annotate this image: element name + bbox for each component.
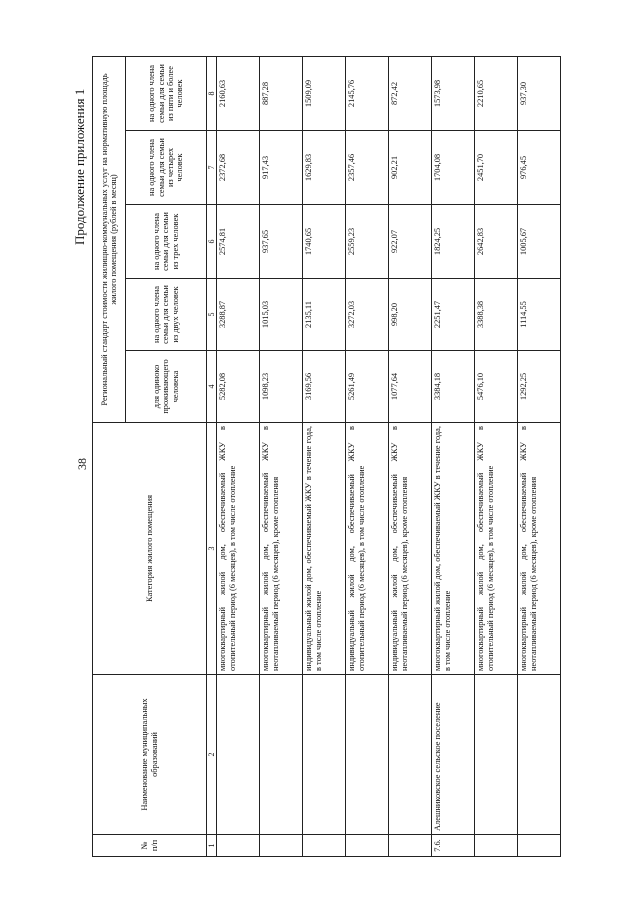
- table-row: [260, 57, 303, 857]
- row-number: [389, 835, 432, 857]
- housing-cost-standard-table: [92, 56, 561, 857]
- row-number: [475, 835, 518, 857]
- column-number: 4: [207, 351, 217, 423]
- cost-family-three: 2574,81: [217, 205, 260, 279]
- table-row: [475, 57, 518, 857]
- cost-single: 1098,23: [260, 351, 303, 423]
- cost-family-two: 3272,03: [346, 279, 389, 351]
- cost-family-five-plus: 1509,09: [303, 57, 346, 131]
- cost-family-two: 998,20: [389, 279, 432, 351]
- cost-family-four: 2451,70: [475, 131, 518, 205]
- cost-family-three: 922,07: [389, 205, 432, 279]
- cost-family-five-plus: 937,30: [518, 57, 561, 131]
- cost-family-five-plus: 2145,76: [346, 57, 389, 131]
- cost-family-three: 2642,83: [475, 205, 518, 279]
- header-number: № п/п: [93, 835, 207, 857]
- table-row: [303, 57, 346, 857]
- municipality-name: [518, 675, 561, 835]
- housing-category: индивидуальный жилой дом, обеспечиваемый ЖКУ в неотапливаемый период (6 месяцев), кроме отопления: [389, 423, 432, 675]
- cost-family-three: 937,65: [260, 205, 303, 279]
- cost-single: 3169,56: [303, 351, 346, 423]
- cost-family-two: 1015,03: [260, 279, 303, 351]
- housing-category: многоквартирный жилой дом, обеспечиваемый ЖКУ в неотапливаемый период (6 месяцев), кроме отопления: [260, 423, 303, 675]
- cost-single: 5261,49: [346, 351, 389, 423]
- cost-family-four: 902,21: [389, 131, 432, 205]
- row-number: [346, 835, 389, 857]
- cost-family-four: 2357,46: [346, 131, 389, 205]
- municipality-name: [389, 675, 432, 835]
- cost-family-five-plus: 2160,63: [217, 57, 260, 131]
- table-row: [432, 57, 475, 857]
- cost-family-two: 1114,55: [518, 279, 561, 351]
- header-group-five: на одного члена семьи для семьи из пяти и более человек: [126, 57, 207, 131]
- municipality-name: [260, 675, 303, 835]
- cost-family-three: 1005,67: [518, 205, 561, 279]
- cost-family-two: 3388,38: [475, 279, 518, 351]
- cost-family-five-plus: 887,28: [260, 57, 303, 131]
- cost-single: 1292,25: [518, 351, 561, 423]
- cost-family-two: 2251,47: [432, 279, 475, 351]
- cost-single: 5282,08: [217, 351, 260, 423]
- row-number: [260, 835, 303, 857]
- column-number: 7: [207, 131, 217, 205]
- municipality-name: Алешниковское сельское поселение: [432, 675, 475, 835]
- header-group-single: для одиноко проживающего человека: [126, 351, 207, 423]
- column-number: 5: [207, 279, 217, 351]
- housing-category: индивидуальный жилой дом, обеспечиваемый ЖКУ в отопительный период (6 месяцев), в том числе отопление: [346, 423, 389, 675]
- column-number: 8: [207, 57, 217, 131]
- cost-family-three: 1824,25: [432, 205, 475, 279]
- housing-category: индивидуальный жилой дом, обеспечиваемый ЖКУ в течение года, в том числе отопление: [303, 423, 346, 675]
- column-number: 3: [207, 423, 217, 675]
- header-municipality: Наименование муниципальных образований: [93, 675, 207, 835]
- column-number: 6: [207, 205, 217, 279]
- cost-family-four: 976,45: [518, 131, 561, 205]
- cost-single: 3384,18: [432, 351, 475, 423]
- cost-family-three: 2559,23: [346, 205, 389, 279]
- housing-category: многоквартирный жилой дом, обеспечиваемый ЖКУ в неотапливаемый период (6 месяцев), кроме отопления: [518, 423, 561, 675]
- cost-family-two: 3288,87: [217, 279, 260, 351]
- table-row: [217, 57, 260, 857]
- row-number: 7.6.: [432, 835, 475, 857]
- housing-category: многоквартирный жилой дом, обеспечиваемый ЖКУ в отопительный период (6 месяцев), в том числе отопление: [217, 423, 260, 675]
- appendix-continuation-note: Продолжение приложения 1: [72, 88, 87, 245]
- municipality-name: [346, 675, 389, 835]
- page-number: 38: [75, 458, 89, 470]
- cost-family-four: 917,43: [260, 131, 303, 205]
- municipality-name: [303, 675, 346, 835]
- cost-family-three: 1740,65: [303, 205, 346, 279]
- header-group-three: на одного члена семьи для семьи из трех человек: [126, 205, 207, 279]
- municipality-name: [475, 675, 518, 835]
- row-number: [518, 835, 561, 857]
- cost-family-two: 2135,11: [303, 279, 346, 351]
- cost-single: 5476,10: [475, 351, 518, 423]
- housing-category: многоквартирный жилой дом, обеспечиваемый ЖКУ в отопительный период (6 месяцев), в том числе отопление: [475, 423, 518, 675]
- cost-family-four: 2372,68: [217, 131, 260, 205]
- cost-family-four: 1704,08: [432, 131, 475, 205]
- table-row: [346, 57, 389, 857]
- column-number: 2: [207, 675, 217, 835]
- municipality-name: [217, 675, 260, 835]
- cost-family-four: 1629,83: [303, 131, 346, 205]
- column-number: 1: [207, 835, 217, 857]
- row-number: [217, 835, 260, 857]
- header-group-two: на одного члена семьи для семьи из двух человек: [126, 279, 207, 351]
- cost-family-five-plus: 872,42: [389, 57, 432, 131]
- header-category: Категория жилого помещения: [93, 423, 207, 675]
- cost-family-five-plus: 2210,65: [475, 57, 518, 131]
- housing-category: многоквартирный жилой дом, обеспечиваемый ЖКУ в течение года, в том числе отопление: [432, 423, 475, 675]
- cost-single: 1077,64: [389, 351, 432, 423]
- header-standard-title: Региональный стандарт стоимости жилищно-коммунальных услуг на нормативную площадь жилого помещения (рублей в месяц): [93, 57, 126, 423]
- cost-family-five-plus: 1573,98: [432, 57, 475, 131]
- table-row: [518, 57, 561, 857]
- row-number: [303, 835, 346, 857]
- header-group-four: на одного члена семьи для семьи из четырех человек: [126, 131, 207, 205]
- table-row: [389, 57, 432, 857]
